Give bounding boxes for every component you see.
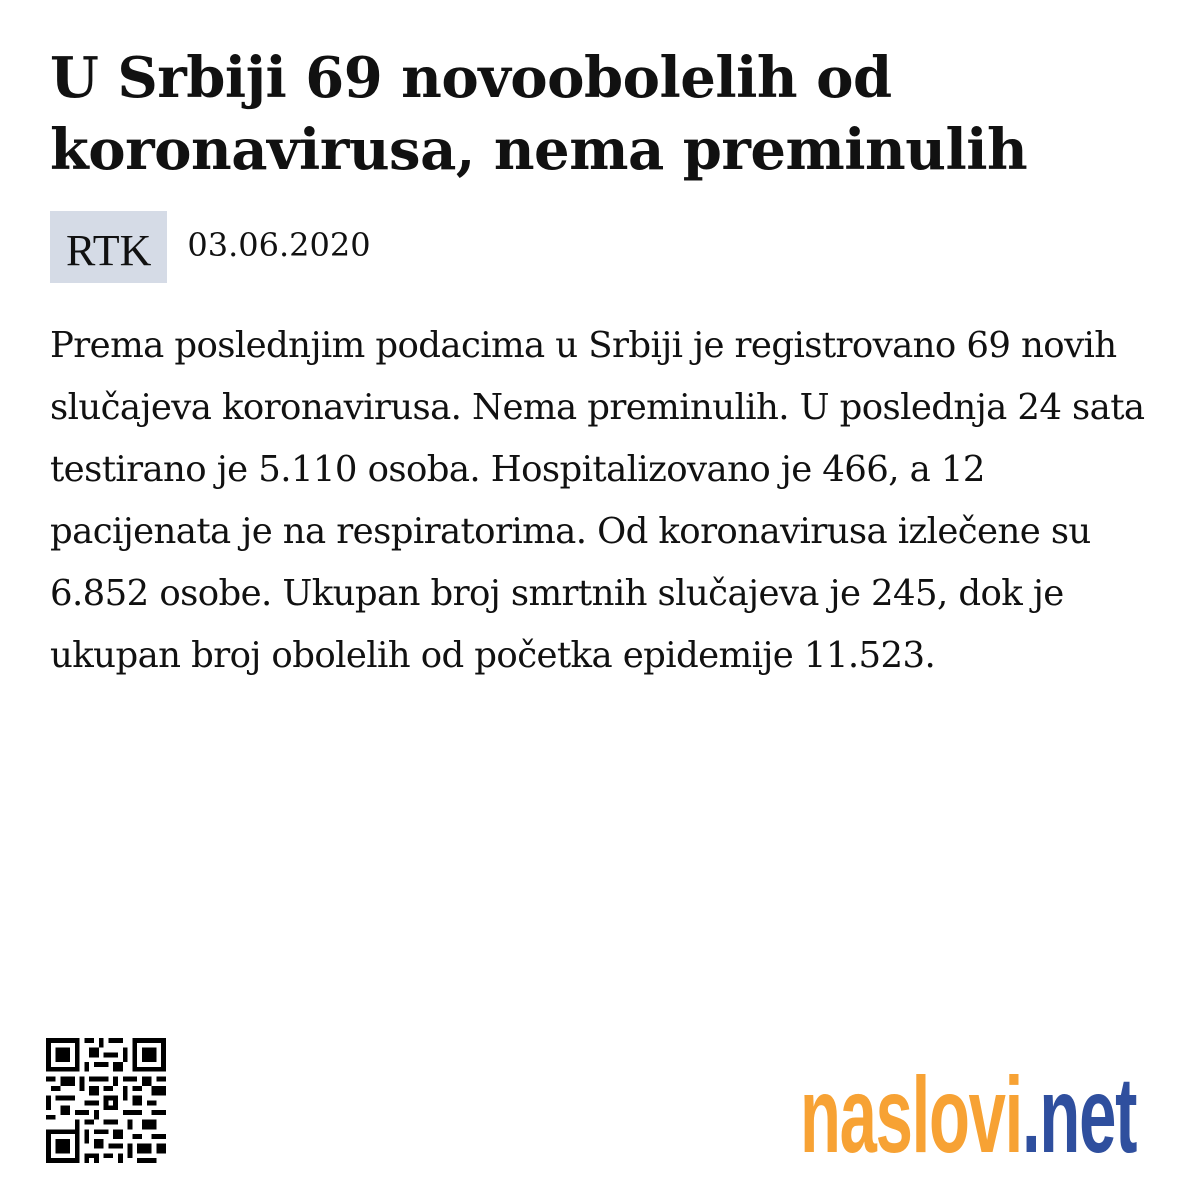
naslovi-net-logo bbox=[800, 1054, 1137, 1175]
article-body: Prema poslednjim podacima u Srbiji je registrovano 69 novih slučajeva koronavirusa. Nema preminulih. U poslednja 24 sata testirano je 5.110 osoba. Hospitalizovano je 466, a 12 pacijenata je na respiratorima. Od koronavirusa izlečene su 6.852 osobe. Ukupan broj smrtnih slučajeva je 245, dok je ukupan broj obolelih od početka epidemije 11.523. bbox=[50, 325, 1145, 676]
publish-date: 03.06.2020 bbox=[187, 226, 371, 264]
qr-code-icon bbox=[46, 1038, 166, 1163]
logo-text-naslovi: naslovi bbox=[800, 1054, 1023, 1175]
logo-text-net: .net bbox=[1022, 1054, 1137, 1175]
source-badge: RTK bbox=[50, 211, 167, 283]
article-title: U Srbiji 69 novoobolelih od koronavirusa, nema preminulih bbox=[50, 45, 1028, 183]
article-meta bbox=[50, 211, 371, 283]
